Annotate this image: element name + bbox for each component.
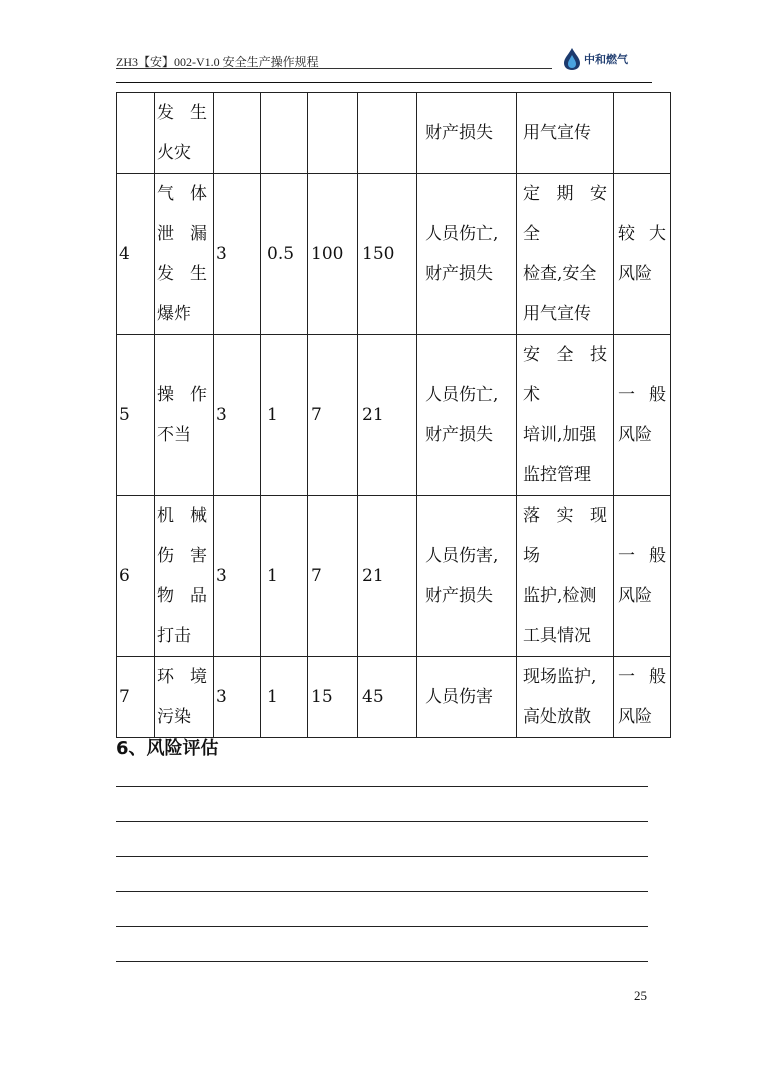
cell-line: 财产损失 bbox=[425, 264, 493, 284]
cell-line: 人员伤害, bbox=[425, 546, 499, 566]
cell-number bbox=[117, 93, 155, 174]
cell-line: 环 境 bbox=[157, 667, 207, 687]
risk-table bbox=[116, 92, 671, 738]
cell-value: 100 bbox=[311, 244, 344, 264]
cell-line: 打击 bbox=[157, 626, 191, 646]
cell-risk-score bbox=[358, 657, 417, 738]
cell-consequence bbox=[417, 335, 517, 496]
cell-value: 4 bbox=[119, 244, 130, 264]
cell-exposure bbox=[261, 657, 308, 738]
cell-line: 一 般 bbox=[618, 667, 666, 687]
cell-risk-score bbox=[358, 93, 417, 174]
cell-consequence-score bbox=[308, 93, 358, 174]
cell-consequence bbox=[417, 93, 517, 174]
cell-number bbox=[117, 496, 155, 657]
write-line bbox=[116, 821, 648, 822]
cell-value: 1 bbox=[267, 687, 278, 707]
write-line bbox=[116, 926, 648, 927]
cell-consequence-score bbox=[308, 496, 358, 657]
cell-line: 人员伤亡, bbox=[425, 224, 499, 244]
cell-line: 监控管理 bbox=[523, 465, 591, 485]
cell-line: 机 械 bbox=[157, 506, 207, 526]
table-row bbox=[117, 657, 671, 738]
table-row bbox=[117, 93, 671, 174]
cell-line: 泄 漏 bbox=[157, 224, 207, 244]
cell-likelihood bbox=[214, 335, 261, 496]
cell-risk-score bbox=[358, 335, 417, 496]
cell-line: 一 般 bbox=[618, 546, 666, 566]
cell-consequence-score bbox=[308, 174, 358, 335]
cell-number bbox=[117, 335, 155, 496]
cell-line: 爆炸 bbox=[157, 304, 191, 324]
cell-line: 安 全 技 术 bbox=[523, 345, 607, 405]
company-logo bbox=[562, 46, 652, 74]
cell-line: 气 体 bbox=[157, 184, 207, 204]
cell-likelihood bbox=[214, 93, 261, 174]
table-row bbox=[117, 335, 671, 496]
write-line bbox=[116, 961, 648, 962]
cell-line: 污染 bbox=[157, 707, 191, 727]
cell-risk-level bbox=[614, 93, 671, 174]
cell-line: 培训,加强 bbox=[523, 425, 597, 445]
cell-value: 3 bbox=[216, 566, 227, 586]
cell-line: 财产损失 bbox=[425, 123, 493, 143]
cell-consequence bbox=[417, 496, 517, 657]
write-line bbox=[116, 856, 648, 857]
cell-number bbox=[117, 657, 155, 738]
cell-hazard bbox=[155, 335, 214, 496]
cell-line: 财产损失 bbox=[425, 586, 493, 606]
cell-value: 3 bbox=[216, 244, 227, 264]
cell-value: 6 bbox=[119, 566, 130, 586]
cell-line: 工具情况 bbox=[523, 626, 591, 646]
cell-line: 较 大 bbox=[618, 224, 666, 244]
cell-line: 用气宣传 bbox=[523, 123, 591, 143]
flame-drop-icon bbox=[562, 47, 582, 71]
cell-line: 落 实 现 场 bbox=[523, 506, 607, 566]
cell-consequence bbox=[417, 174, 517, 335]
cell-line: 不当 bbox=[157, 425, 191, 445]
cell-measures bbox=[517, 335, 614, 496]
section-heading: 6、风险评估 bbox=[116, 738, 219, 759]
cell-line: 财产损失 bbox=[425, 425, 493, 445]
cell-line: 发 生 bbox=[157, 264, 207, 284]
cell-risk-level bbox=[614, 335, 671, 496]
cell-measures bbox=[517, 174, 614, 335]
cell-line: 一 般 bbox=[618, 385, 666, 405]
cell-likelihood bbox=[214, 657, 261, 738]
cell-value: 3 bbox=[216, 405, 227, 425]
cell-line: 定 期 安 全 bbox=[523, 184, 607, 244]
cell-hazard bbox=[155, 496, 214, 657]
cell-hazard bbox=[155, 93, 214, 174]
cell-line: 物 品 bbox=[157, 586, 207, 606]
cell-exposure bbox=[261, 93, 308, 174]
cell-value: 3 bbox=[216, 687, 227, 707]
cell-value: 21 bbox=[362, 405, 384, 425]
cell-line: 人员伤害 bbox=[425, 687, 493, 707]
cell-hazard bbox=[155, 657, 214, 738]
write-line bbox=[116, 786, 648, 787]
cell-line: 用气宣传 bbox=[523, 304, 591, 324]
cell-consequence-score bbox=[308, 657, 358, 738]
table-row bbox=[117, 496, 671, 657]
cell-line: 现场监护, bbox=[523, 667, 597, 687]
cell-measures bbox=[517, 657, 614, 738]
header-title: ZH3【安】002-V1.0 安全生产操作规程 bbox=[116, 55, 319, 69]
cell-exposure bbox=[261, 174, 308, 335]
cell-value: 7 bbox=[311, 405, 322, 425]
cell-line: 风险 bbox=[618, 264, 652, 284]
cell-risk-score bbox=[358, 174, 417, 335]
cell-risk-level bbox=[614, 174, 671, 335]
cell-line: 风险 bbox=[618, 425, 652, 445]
cell-consequence bbox=[417, 657, 517, 738]
cell-value: 0.5 bbox=[267, 244, 295, 264]
cell-likelihood bbox=[214, 496, 261, 657]
cell-risk-score bbox=[358, 496, 417, 657]
cell-value: 15 bbox=[311, 687, 333, 707]
page-number: 25 bbox=[634, 988, 647, 1003]
cell-line: 检查,安全 bbox=[523, 264, 597, 284]
cell-line: 风险 bbox=[618, 586, 652, 606]
cell-line: 风险 bbox=[618, 707, 652, 727]
cell-line: 伤 害 bbox=[157, 546, 207, 566]
cell-value: 7 bbox=[119, 687, 130, 707]
cell-consequence-score bbox=[308, 335, 358, 496]
cell-value: 21 bbox=[362, 566, 384, 586]
logo-text: 中和燃气 bbox=[584, 53, 628, 66]
cell-line: 发 生 bbox=[157, 103, 207, 123]
cell-value: 45 bbox=[362, 687, 384, 707]
cell-likelihood bbox=[214, 174, 261, 335]
header-rule bbox=[116, 68, 552, 69]
cell-line: 高处放散 bbox=[523, 707, 591, 727]
cell-line: 监护,检测 bbox=[523, 586, 597, 606]
cell-value: 5 bbox=[119, 405, 130, 425]
cell-risk-level bbox=[614, 657, 671, 738]
cell-line: 人员伤亡, bbox=[425, 385, 499, 405]
cell-number bbox=[117, 174, 155, 335]
cell-measures bbox=[517, 496, 614, 657]
cell-line: 火灾 bbox=[157, 143, 191, 163]
header-rule-thick bbox=[116, 82, 652, 83]
cell-measures bbox=[517, 93, 614, 174]
cell-exposure bbox=[261, 335, 308, 496]
write-line bbox=[116, 891, 648, 892]
cell-line bbox=[618, 93, 666, 133]
cell-line: 操 作 bbox=[157, 385, 207, 405]
cell-value: 7 bbox=[311, 566, 322, 586]
cell-line bbox=[618, 133, 666, 173]
cell-value: 1 bbox=[267, 566, 278, 586]
cell-hazard bbox=[155, 174, 214, 335]
cell-exposure bbox=[261, 496, 308, 657]
cell-risk-level bbox=[614, 496, 671, 657]
cell-value: 150 bbox=[362, 244, 395, 264]
cell-value: 1 bbox=[267, 405, 278, 425]
table-row bbox=[117, 174, 671, 335]
